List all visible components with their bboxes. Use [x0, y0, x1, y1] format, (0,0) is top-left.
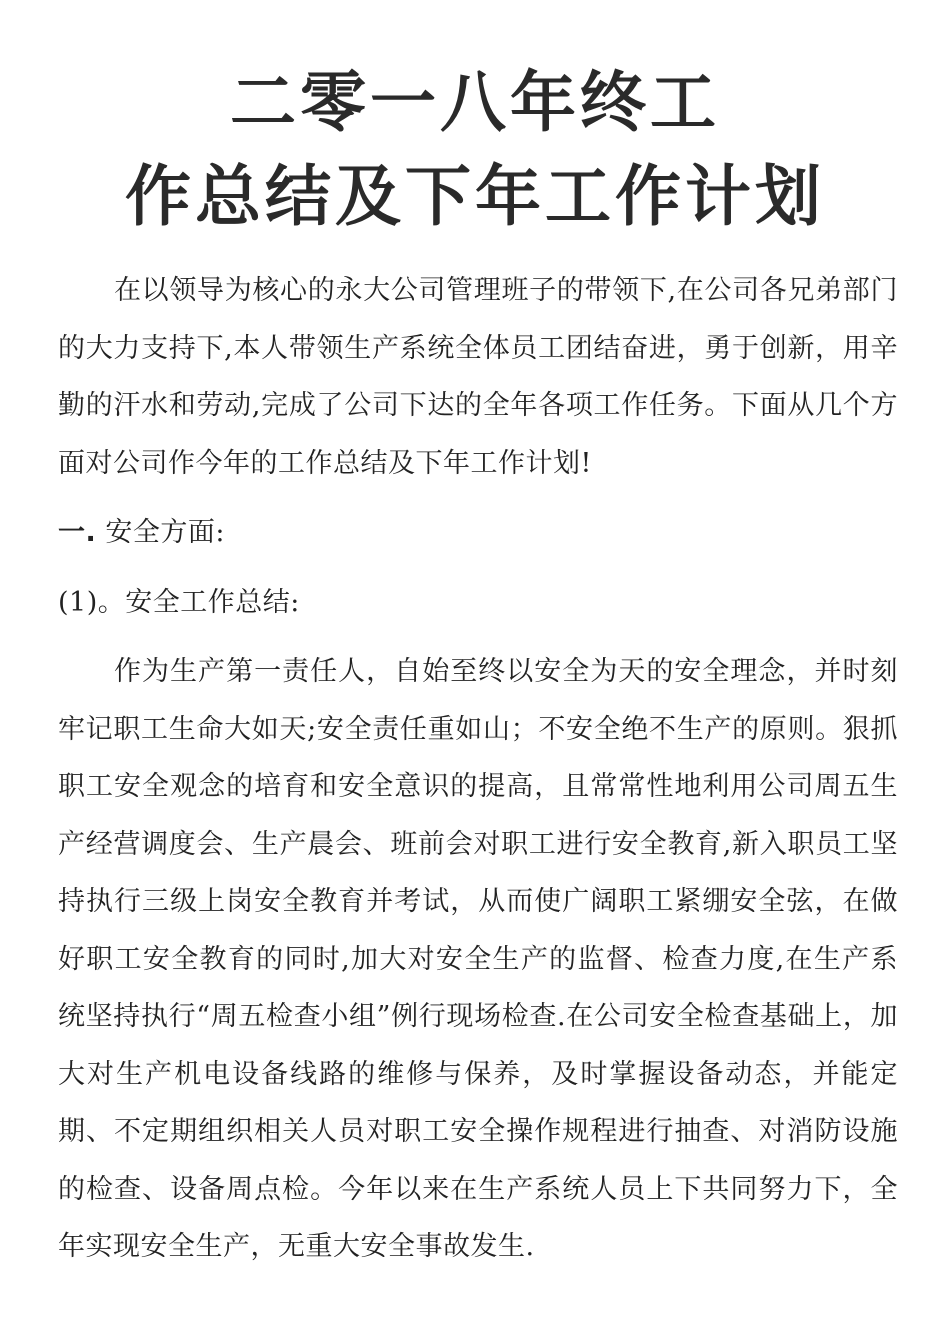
document-body [58, 262, 898, 1276]
safety-paragraph: 作为生产第一责任人，自始至终以安全为天的安全理念，并时刻牢记职工生命大如天;安全责任重如山；不安全绝不生产的原则。狠抓职工安全观念的培育和安全意识的提高，且常常性地利用公司周五生产经营调度会、生产晨会、班前会对职工进行安全教育,新入职员工坚持执行三级上岗安全教育并考试，从而使广阔职工紧绷安全弦，在做好职工安全教育的同时,加大对安全生产的监督、检查力度,在生产系统坚持执行“周五检查小组”例行现场检查.在公司安全检查基础上，加大对生产机电设备线路的维修与保养，及时掌握设备动态，并能定期、不定期组织相关人员对职工安全操作规程进行抽查、对消防设施的检查、设备周点检。今年以来在生产系统人员上下共同努力下，全年实现安全生产，无重大安全事故发生. [58, 656, 898, 1262]
section-number: 一. [58, 517, 97, 548]
section-heading-safety [58, 504, 898, 562]
document-title [0, 56, 950, 244]
subsection-heading-safety-summary: (1)。安全工作总结: [58, 586, 300, 618]
intro-paragraph: 在以领导为核心的永大公司管理班子的带领下,在公司各兄弟部门的大力支持下,本人带领生产系统全体员工团结奋进，勇于创新，用辛勤的汗水和劳动,完成了公司下达的全年各项工作任务。下面从几个方面对公司作今年的工作总结及下年工作计划! [58, 275, 898, 479]
title-line-2: 作总结及下年工作计划 [125, 158, 825, 235]
section-label: 安全方面: [105, 517, 225, 548]
title-line-1: 二零一八年终工 [230, 64, 720, 141]
